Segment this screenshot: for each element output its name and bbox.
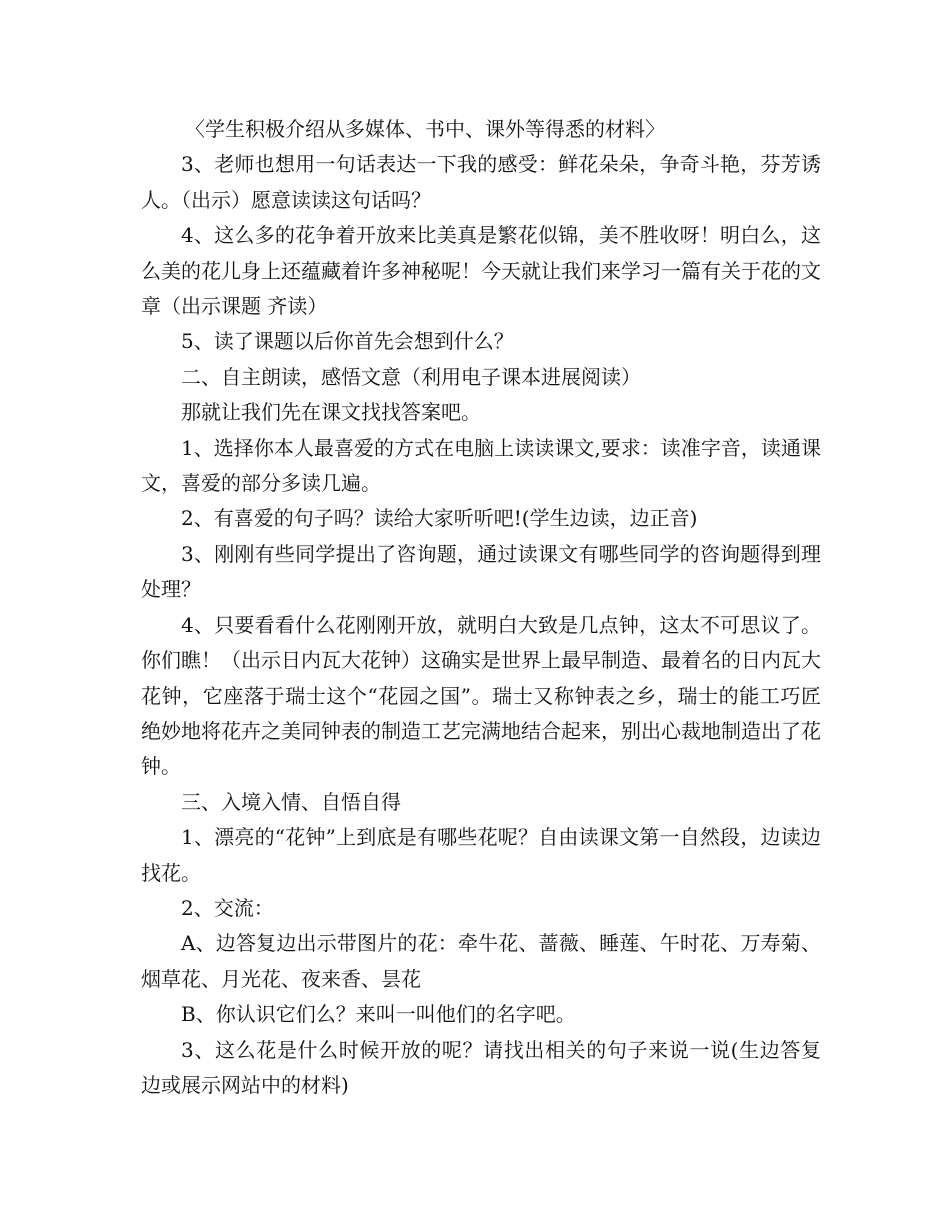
section-heading-self-reading: 二、自主朗读，感悟文意（利用电子课本进展阅读） — [181, 364, 641, 389]
paragraph-exchange: 2、交流： — [181, 895, 274, 920]
paragraph-which-flowers: 1、漂亮的“花钟”上到底是有哪些花呢？自由读课文第一自然段，边读边找花。 — [141, 825, 821, 885]
paragraph-name-flowers: B、你认识它们么？来叫一叫他们的名字吧。 — [181, 1002, 576, 1027]
paragraph-title-question: 5、读了课题以后你首先会想到什么？ — [181, 329, 514, 354]
paragraph-questions-resolved: 3、刚刚有些同学提出了咨询题，通过读课文有哪些同学的咨询题得到理处理？ — [141, 541, 821, 602]
document-body — [141, 112, 821, 1103]
paragraph-favorite-sentences: 2、有喜爱的句子吗？读给大家听听吧!(学生边读，边正音) — [181, 506, 698, 531]
paragraph-teacher-feeling: 3、老师也想用一句话表达一下我的感受：鲜花朵朵，争奇斗艳，芬芳诱人。（出示）愿意读读这句话吗？ — [141, 152, 821, 212]
paragraph-read-on-computer: 1、选择你本人最喜爱的方式在电脑上读读课文,要求：读准字音，读通课文，喜爱的部分多读几遍。 — [141, 435, 821, 496]
section-heading-immersion: 三、入境入情、自悟自得 — [181, 789, 401, 814]
paragraph-blooming-time: 3、这么花是什么时候开放的呢？请找出相关的句子来说一说(生边答复边或展示网站中的材料) — [141, 1037, 821, 1097]
paragraph-student-materials: 〈学生积极介绍从多媒体、书中、课外等得悉的材料〉 — [185, 117, 665, 141]
paragraph-flower-list: A、边答复边出示带图片的花：牵牛花、蔷薇、睡莲、午时花、万寿菊、烟草花、月光花、夜来香、昙花 — [141, 931, 821, 991]
paragraph-find-answers: 那就让我们先在课文找找答案吧。 — [181, 400, 481, 425]
paragraph-geneva-flower-clock: 4、只要看看什么花刚刚开放，就明白大致是几点钟，这太不可思议了。你们瞧！（出示日内瓦大花钟）这确实是世界上最早制造、最着名的日内瓦大花钟，它座落于瑞士这个“花园之国”。瑞士又称钟表之乡，瑞士的能工巧匠绝妙地将花卉之美同钟表的制造工艺完满地结合起来，别出心裁地制造出了花钟。 — [141, 612, 821, 779]
paragraph-flowers-mystery: 4、这么多的花争着开放来比美真是繁花似锦，美不胜收呀！明白么，这么美的花儿身上还蕴藏着许多神秘呢！今天就让我们来学习一篇有关于花的文章（出示课题 齐读） — [141, 223, 821, 319]
